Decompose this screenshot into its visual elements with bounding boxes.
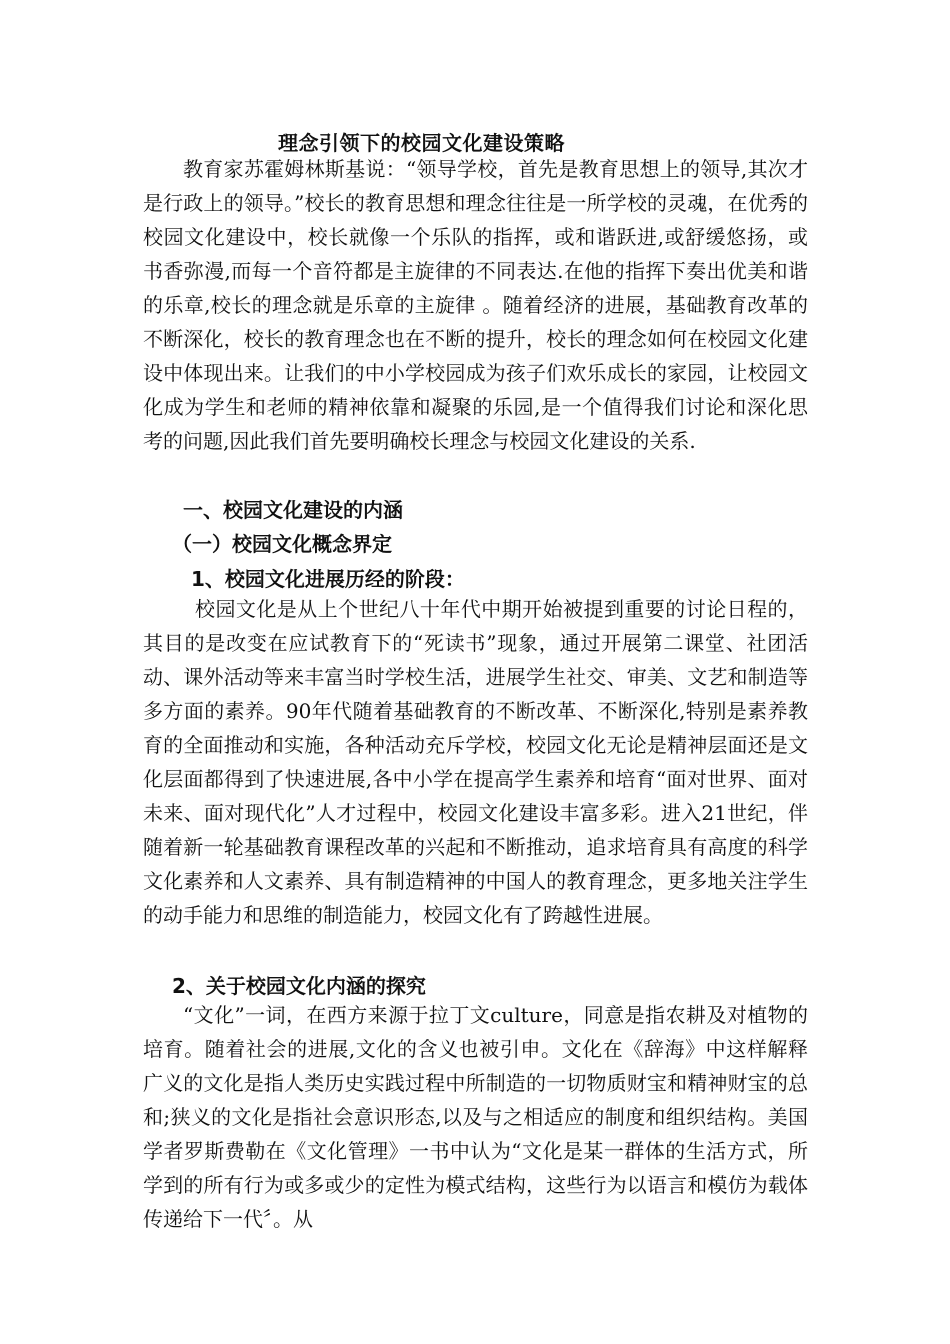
item-paragraph-2: “文化”一词，在西方来源于拉丁文culture，同意是指农耕及对植物的培育。随着社会的进展,文化的含义也被引申。文化在《辞海》中这样解释广义的文化是指人类历史实践过程中所制造的一切物质财宝和精神财宝的总和;狭义的文化是指社会意识形态,以及与之相适应的制度和组织结构。美国学者罗斯费勒在《文化管理》一书中认为“文化是某一群体的生活方式，所学到的所有行为或多或少的定性为模式结构，这些行为以语言和模仿为载体传递给下一代〞。从	[143, 1003, 808, 1231]
intro-paragraph: 教育家苏霍姆林斯基说：“领导学校，首先是教育思想上的领导,其次才是行政上的领导。”校长的教育思想和理念往往是一所学校的灵魂，在优秀的校园文化建设中，校长就像一个乐队的指挥，或和谐跃进,或舒缓悠扬，或书香弥漫,而每一个音符都是主旋律的不同表达.在他的指挥下奏出优美和谐的乐章,校长的理念就是乐章的主旋律 。随着经济的进展，基础教育改革的不断深化，校长的教育理念也在不断的提升，校长的理念如何在校园文化建设中体现出来。让我们的中小学校园成为孩子们欢乐成长的家园，让校园文化成为学生和老师的精神依靠和凝聚的乐园,是一个值得我们讨论和深化思考的问题,因此我们首先要明确校长理念与校园文化建设的关系.	[143, 157, 808, 453]
subsection-heading-1: （一）校园文化概念界定	[172, 532, 392, 556]
document-title: 理念引领下的校园文化建设策略	[278, 131, 565, 155]
item-paragraph-1: 校园文化是从上个世纪八十年代中期开始被提到重要的讨论日程的，其目的是改变在应试教育下的“死读书”现象，通过开展第二课堂、社团活动、课外活动等来丰富当时学校生活，进展学生社交、审美、文艺和制造等多方面的素养。90年代随着基础教育的不断改革、不断深化,特别是素养教育的全面推动和实施，各种活动充斥学校，校园文化无论是精神层面还是文化层面都得到了快速进展,各中小学在提高学生素养和培育“面对世界、面对未来、面对现代化”人才过程中，校园文化建设丰富多彩。进入21世纪，伴随着新一轮基础教育课程改革的兴起和不断推动，追求培育具有高度的科学文化素养和人文素养、具有制造精神的中国人的教育理念，更多地关注学生的动手能力和思维的制造能力，校园文化有了跨越性进展。	[143, 597, 808, 927]
item-heading-1: 1、校园文化进展历经的阶段：	[191, 567, 465, 591]
section-heading-1: 一、校园文化建设的内涵	[183, 498, 403, 522]
item-heading-2: 2、关于校园文化内涵的探究	[172, 974, 426, 998]
